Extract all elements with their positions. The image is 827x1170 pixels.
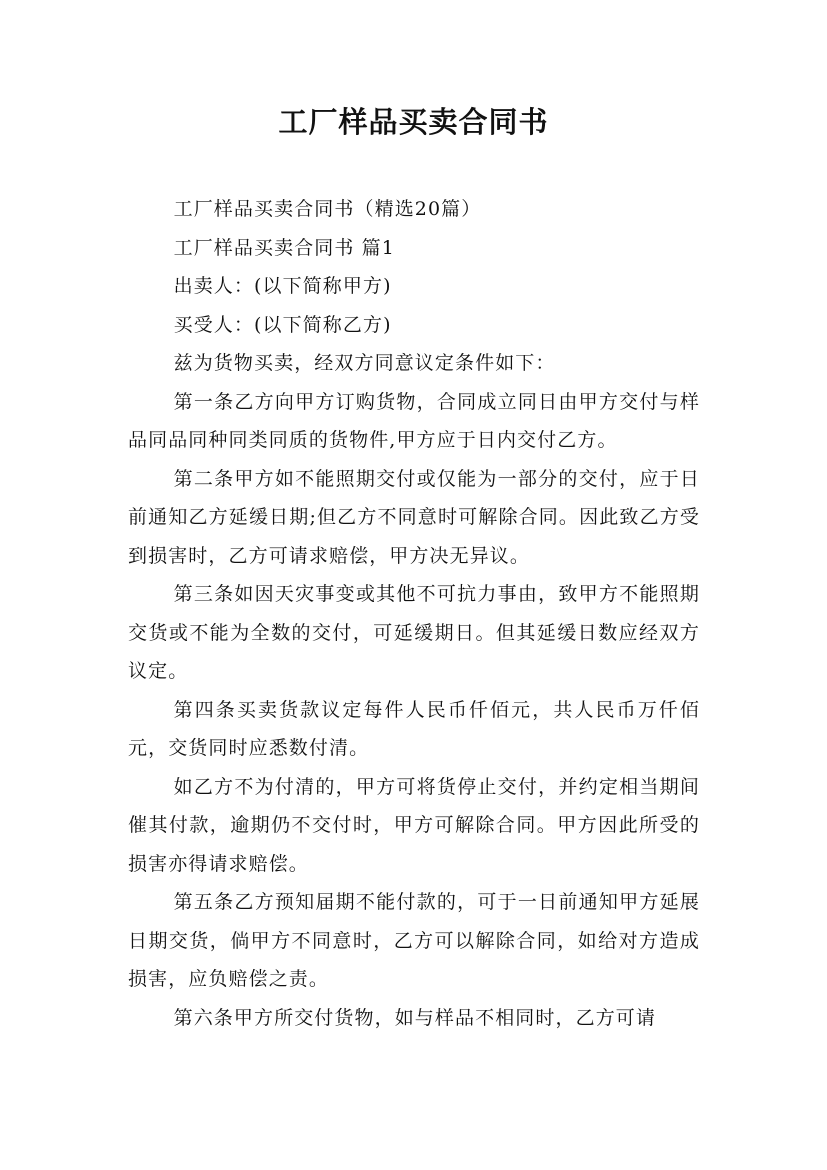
- paragraph-article-4: 第四条买卖货款议定每件人民币仟佰元，共人民币万仟佰元，交货同时应悉数付清。: [128, 698, 700, 759]
- paragraph-article-5: 第五条乙方预知届期不能付款的，可于一日前通知甲方延展日期交货，倘甲方不同意时，乙方可以解除合同，如给对方造成损害，应负赔偿之责。: [128, 891, 700, 990]
- paragraph-intro: 兹为货物买卖，经双方同意议定条件如下：: [173, 352, 556, 374]
- paragraph-buyer: 买受人：(以下简称乙方): [173, 313, 392, 336]
- paragraph-article-1: 第一条乙方向甲方订购货物，合同成立同日由甲方交付与样品同品同种同类同质的货物件,甲方应于日内交付乙方。: [128, 390, 700, 451]
- paragraph-article-4-cont: 如乙方不为付清的，甲方可将货停止交付，并约定相当期间催其付款，逾期仍不交付时，甲方可解除合同。甲方因此所受的损害亦得请求赔偿。: [128, 775, 700, 875]
- paragraph-seller: 出卖人：(以下简称甲方): [173, 275, 392, 297]
- paragraph-article-6: 第六条甲方所交付货物，如与样品不相同时，乙方可请: [173, 1006, 656, 1029]
- document-body: [128, 190, 700, 1037]
- paragraph-subtitle: 工厂样品买卖合同书（精选20篇）: [173, 198, 482, 220]
- paragraph-article-2: 第二条甲方如不能照期交付或仅能为一部分的交付，应于日前通知乙方延缓日期;但乙方不同意时可解除合同。因此致乙方受到损害时，乙方可请求赔偿，甲方决无异议。: [128, 467, 700, 567]
- document-title: 工厂样品买卖合同书: [278, 105, 549, 139]
- paragraph-section-heading: 工厂样品买卖合同书 篇1: [173, 236, 395, 259]
- paragraph-article-3: 第三条如因天灾事变或其他不可抗力事由，致甲方不能照期交货或不能为全数的交付，可延缓期日。但其延缓日数应经双方议定。: [128, 583, 700, 682]
